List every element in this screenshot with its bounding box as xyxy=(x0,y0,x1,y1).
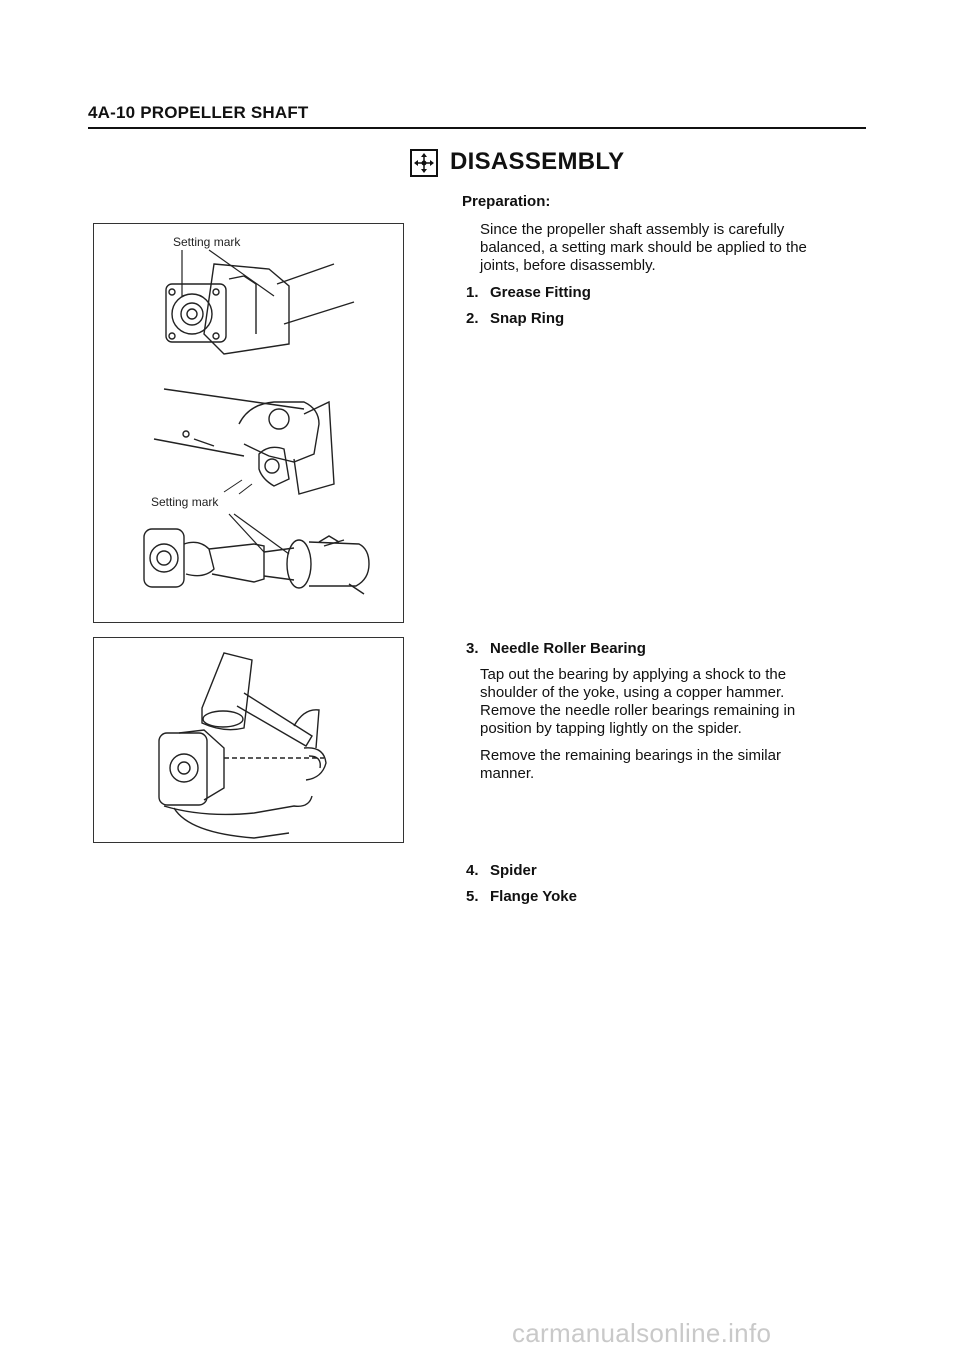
step-number: 2. xyxy=(466,310,479,327)
propeller-shaft-drawing xyxy=(144,529,369,594)
copper-hammer-drawing xyxy=(202,653,319,748)
text-line: Tap out the bearing by applying a shock to the xyxy=(480,666,787,683)
text-line: Since the propeller shaft assembly is carefully xyxy=(480,221,785,238)
preparation-heading: Preparation: xyxy=(462,193,551,210)
step-3-paragraph-2 xyxy=(480,747,880,783)
disassembly-icon xyxy=(410,149,438,177)
text-line: Remove the remaining bearings in the similar xyxy=(480,747,781,764)
step-3 xyxy=(466,640,646,657)
figure-hammer-bearing xyxy=(93,637,404,843)
text-line: position by tapping lightly on the spider. xyxy=(480,720,742,737)
step-title: Needle Roller Bearing xyxy=(490,640,646,657)
step-4 xyxy=(466,862,537,879)
preparation-text xyxy=(480,221,880,275)
text-line: shoulder of the yoke, using a copper hammer. xyxy=(480,684,785,701)
page-header-title: 4A-10 PROPELLER SHAFT xyxy=(88,103,309,122)
step-number: 5. xyxy=(466,888,479,905)
step-number: 3. xyxy=(466,640,479,657)
step-1 xyxy=(466,284,591,301)
step-number: 4. xyxy=(466,862,479,879)
text-line: balanced, a setting mark should be applied to the xyxy=(480,239,807,256)
watermark: carmanualsonline.info xyxy=(512,1318,772,1348)
step-title: Snap Ring xyxy=(490,310,565,327)
text-line: manner. xyxy=(480,765,535,782)
flange-yoke-drawing xyxy=(166,264,354,354)
step-title: Spider xyxy=(490,862,537,879)
step-3-paragraph-1 xyxy=(480,666,880,738)
step-title: Flange Yoke xyxy=(490,888,577,905)
setting-mark-label-top: Setting mark xyxy=(173,235,241,249)
setting-mark-label-bottom: Setting mark xyxy=(151,495,219,509)
step-5 xyxy=(466,888,577,905)
section-title: DISASSEMBLY xyxy=(450,148,625,175)
step-number: 1. xyxy=(466,284,479,301)
header-rule xyxy=(88,127,866,129)
figure-setting-marks xyxy=(93,223,404,623)
step-title: Grease Fitting xyxy=(490,284,591,301)
universal-joint-drawing xyxy=(154,389,334,494)
flange-yoke-in-hand-drawing xyxy=(159,730,326,838)
step-2 xyxy=(466,310,564,327)
text-line: Remove the needle roller bearings remaining in xyxy=(480,702,796,719)
text-line: joints, before disassembly. xyxy=(480,257,656,274)
